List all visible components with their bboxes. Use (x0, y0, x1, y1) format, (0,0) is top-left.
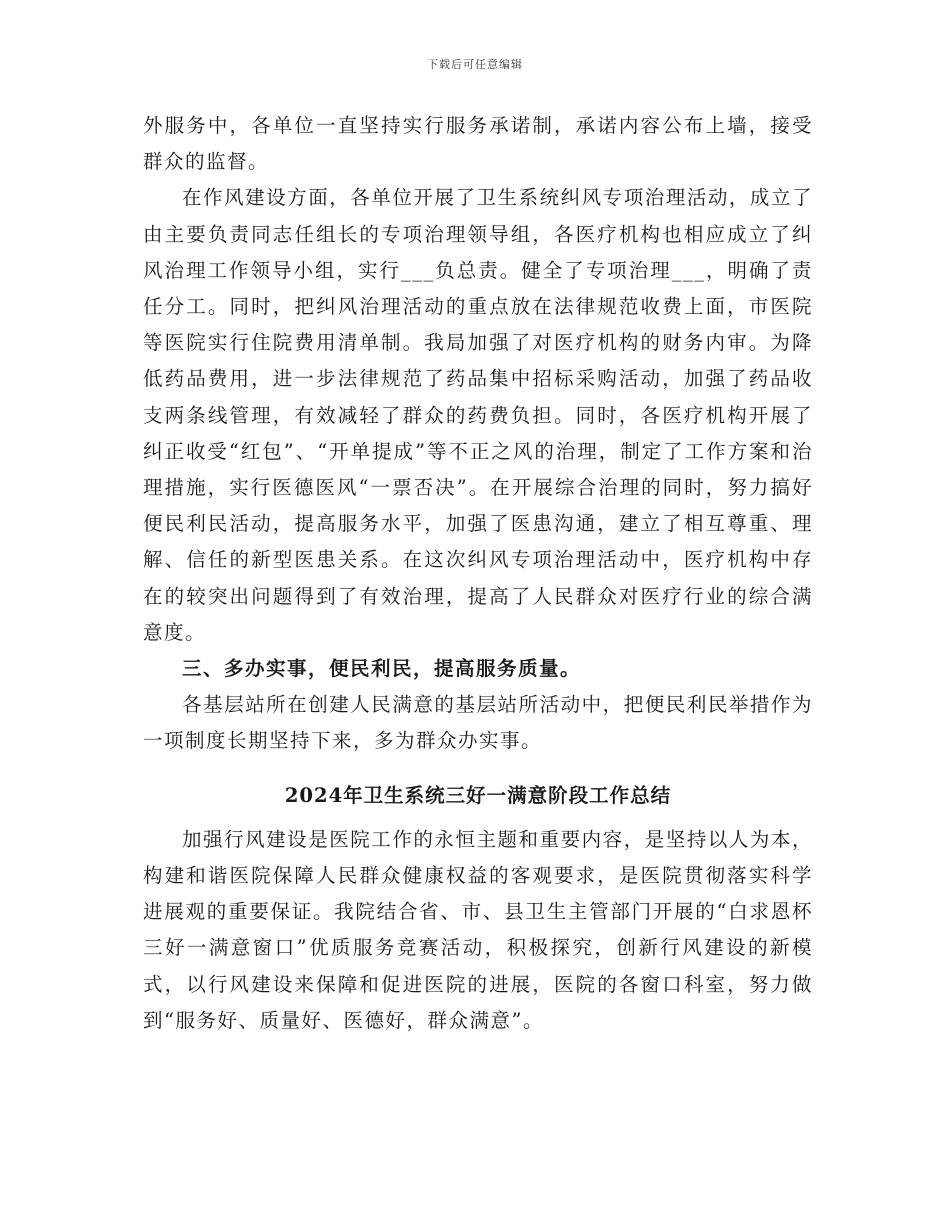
page-header: 下载后可任意编辑 (427, 58, 523, 71)
paragraph-grassroots: 各基层站所在创建人民满意的基层站所活动中，把便民利民举措作为一项制度长期坚持下来，多为群众办实事。 (143, 693, 813, 753)
paragraph-style-building: 在作风建设方面，各单位开展了卫生系统纠风专项治理活动，成立了由主要负责同志任组长的专项治理领导组，各医疗机构也相应成立了纠风治理工作领导小组，实行___负总责。健全了专项治理___，明确了责任分工。同时，把纠风治理活动的重点放在法律规范收费上面，市医院等医院实行住院费用清单制。我局加强了对医疗机构的财务内审。为降低药品费用，进一步法律规范了药品集中招标采购活动，加强了药品收支两条线管理，有效减轻了群众的药费负担。同时，各医疗机构开展了纠正收受“红包”、“开单提成”等不正之风的治理，制定了工作方案和治理措施，实行医德医风“一票否决”。在开展综合治理的同时，努力搞好便民利民活动，提高服务水平，加强了医患沟通，建立了相互尊重、理解、信任的新型医患关系。在这次纠风专项治理活动中，医疗机构中存在的较突出问题得到了有效治理，提高了人民群众对医疗行业的综合满意度。 (143, 186, 813, 644)
paragraph-hospital-style: 加强行风建设是医院工作的永恒主题和重要内容，是坚持以人为本，构建和谐医院保障人民群众健康权益的客观要求，是医院贯彻落实科学进展观的重要保证。我院结合省、市、县卫生主管部门开展的“白求恩杯三好一满意窗口”优质服务竞赛活动，积极探究，创新行风建设的新模式，以行风建设来保障和促进医院的进展，医院的各窗口科室，努力做到“服务好、质量好、医德好，群众满意”。 (143, 827, 813, 1032)
paragraph-continuation: 外服务中，各单位一直坚持实行服务承诺制，承诺内容公布上墙，接受群众的监督。 (143, 114, 813, 174)
document-title: 2024年卫生系统三好一满意阶段工作总结 (284, 783, 672, 807)
section-heading-three: 三、多办实事，便民利民，提高服务质量。 (182, 657, 582, 681)
document-body (143, 108, 813, 1039)
